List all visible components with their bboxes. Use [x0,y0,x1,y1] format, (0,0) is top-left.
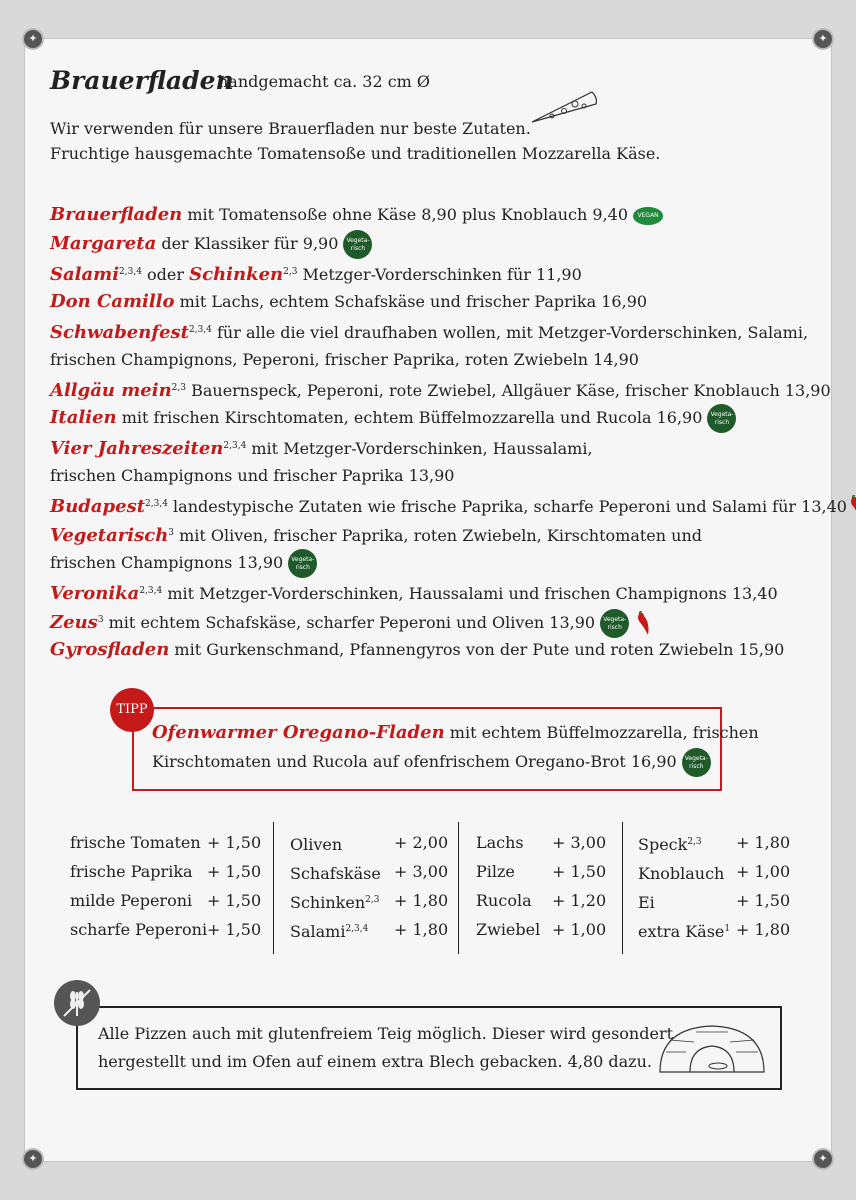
intro-line: Wir verwenden für unsere Brauerfladen nur beste Zutaten. [50,119,531,138]
allergen-note: 3 [168,528,175,538]
column-divider [458,822,459,954]
extra-item: Rucola [476,891,532,910]
menu-item-budapest [50,490,847,519]
extras-row [70,915,260,944]
allergen-note: 2,3,4 [119,267,142,277]
oven-icon [656,1022,768,1074]
pizza-name: Zeus [50,612,98,633]
pizza-name: Don Camillo [50,291,175,312]
menu-item-salami [50,258,830,287]
menu-item-gyrosfladen [50,635,830,664]
pizza-desc: mit Tomatensoße ohne Käse 8,90 plus Knoblauch 9,40 [182,205,634,224]
pizza-desc: oder [141,265,190,284]
vegetarian-badge [600,609,629,638]
extra-item: Knoblauch [638,864,725,883]
pizza-list [50,200,847,664]
vegetarian-badge [707,404,736,433]
badge-text: Vegeta- [710,411,734,418]
menu-item-continuation [50,461,830,490]
column-divider [273,822,274,954]
extras-row [290,915,450,944]
tipp-desc: Kirschtomaten und Rucola auf ofenfrischem Oregano-Brot 16,90 [152,752,682,771]
extras-row [638,828,791,857]
extras-row [290,857,450,886]
menu-item-vegetarisch [50,519,830,548]
pizza-desc: mit Metzger-Vorderschinken, Haussalami und frischen Champignons 13,40 [162,584,778,603]
badge-text: Vegeta- [346,237,370,244]
pizza-desc: Bauernspeck, Peperoni, rote Zwiebel, Allgäuer Käse, frischer Knoblauch 13,90 [186,381,831,400]
pizza-name: Veronika [50,583,140,604]
badge-text: Vegeta- [684,755,708,762]
extra-item: Zwiebel [476,920,541,939]
pizza-desc: mit frischen Kirschtomaten, echtem Büffelmozzarella und Rucola 16,90 [116,408,708,427]
pizza-desc: mit Metzger-Vorderschinken, Haussalami, [246,439,593,458]
extra-item: Speck [638,835,688,854]
pizza-name: Margareta [50,233,157,254]
extra-item: Schinken [290,893,366,912]
pizza-desc: frischen Champignons 13,90 [50,553,289,572]
menu-item-schwabenfest [50,316,830,345]
extra-item: Pilze [476,862,515,881]
pizza-desc: der Klassiker für 9,90 [156,234,344,253]
extra-price: + 1,00 [736,862,791,881]
extra-price: + 1,50 [207,862,262,881]
vegetarian-badge [343,230,372,259]
menu-item-brauerfladen [50,200,830,229]
allergen-note: 2,3,4 [188,325,212,335]
vegan-badge: VEGAN [633,207,663,225]
extras-row [638,857,791,886]
allergen-note: 1 [724,924,731,934]
column-divider [622,822,623,954]
chili-icon [847,495,856,521]
page-subtitle: handgemacht ca. 32 cm Ø [218,72,431,91]
tipp-badge: TIPP [110,688,154,732]
screw-icon: ✦ [814,30,832,48]
screw-icon: ✦ [814,1150,832,1168]
menu-item-margareta [50,229,830,258]
pizza-name: Brauerfladen [50,204,183,225]
glutenfree-line: hergestellt und im Ofen auf einem extra Blech gebacken. 4,80 dazu. [98,1052,652,1071]
extra-price: + 1,50 [207,920,262,939]
extras-row [476,828,606,857]
extra-item: milde Peperoni [70,891,193,910]
vegetarian-badge [288,549,317,578]
badge-text: Vegeta- [291,556,315,563]
pizza-name: Schwabenfest [50,322,189,343]
extras-column-1 [70,828,260,944]
extra-item: extra Käse [638,922,725,941]
badge-text: Vegeta- [603,616,627,623]
extra-item: Schafskäse [290,864,381,883]
extra-item: Lachs [476,833,524,852]
intro-line: Fruchtige hausgemachte Tomatensoße und traditionellen Mozzarella Käse. [50,144,661,163]
page-title: Brauerfladen [50,66,234,95]
extras-row [70,886,260,915]
extra-price: + 1,00 [552,920,607,939]
extra-price: + 3,00 [552,833,607,852]
extra-price: + 2,00 [394,833,449,852]
badge-text: risch [689,763,704,770]
extra-price: + 1,20 [552,891,607,910]
badge-text: risch [350,245,366,252]
extra-price: + 1,80 [394,891,449,910]
menu-item-continuation [50,548,830,577]
extra-item: frische Tomaten [70,833,201,852]
menu-item-italien [50,403,830,432]
extras-column-3 [476,828,606,944]
extras-row [638,915,791,944]
extra-price: + 1,80 [736,833,791,852]
pizza-name: Vier Jahreszeiten [50,438,224,459]
menu-item-don-camillo [50,287,830,316]
extras-row [70,857,260,886]
allergen-note: 2,3,4 [139,586,163,596]
pizza-desc: mit Gurkenschmand, Pfannengyros von der Pute und roten Zwiebeln 15,90 [169,640,785,659]
glutenfree-line: Alle Pizzen auch mit glutenfreiem Teig möglich. Dieser wird gesondert [98,1024,674,1043]
pizza-desc: für alle die viel draufhaben wollen, mit Metzger-Vorderschinken, Salami, [211,323,809,342]
pizza-desc: mit echtem Schafskäse, scharfer Peperoni und Oliven 13,90 [103,613,601,632]
allergen-note: 2,3,4 [345,924,369,934]
vegetarian-badge [682,748,711,777]
badge-text: risch [607,624,622,631]
extras-row [476,857,606,886]
menu-item-allgaeu [50,374,830,403]
extra-price: + 1,50 [207,891,262,910]
extra-price: + 1,50 [736,891,791,910]
badge-text: risch [295,564,310,571]
extra-price: + 3,00 [394,862,449,881]
tipp-desc: mit echtem Büffelmozzarella, frischen [444,723,759,742]
menu-item-veronika [50,577,830,606]
pizza-desc: mit Lachs, echtem Schafskäse und frischer Paprika 16,90 [174,292,648,311]
allergen-note: 2,3,4 [223,441,247,451]
menu-item-vier-jahreszeiten [50,432,830,461]
allergen-note: 2,3 [365,895,380,905]
wheat-icon [54,980,100,1026]
pizza-desc: frischen Champignons, Peperoni, frischer Paprika, roten Zwiebeln 14,90 [50,350,639,369]
pizza-desc: frischen Champignons und frischer Paprika 13,90 [50,466,455,485]
extras-row [290,828,450,857]
pizza-name: Budapest [50,496,146,517]
extras-row [70,828,260,857]
allergen-note: 3 [97,615,104,625]
extras-row [476,886,606,915]
extra-item: Salami [290,922,346,941]
pizza-name: Salami [50,264,120,285]
pizza-name: Gyrosfladen [50,639,170,660]
screw-icon: ✦ [24,30,42,48]
screw-icon: ✦ [24,1150,42,1168]
extra-item: Oliven [290,835,343,854]
extras-row [290,886,450,915]
extras-column-2 [290,828,450,944]
pizza-desc: Metzger-Vorderschinken für 11,90 [297,265,582,284]
pizza-name: Vegetarisch [50,525,169,546]
tipp-name: Ofenwarmer Oregano-Fladen [152,722,445,743]
pizza-name: Schinken [189,264,284,285]
allergen-note: 2,3 [171,383,186,393]
badge-text: risch [714,419,730,426]
allergen-note: 2,3 [687,837,702,847]
tipp-text [152,718,759,777]
extra-price: + 1,80 [394,920,449,939]
extras-row [638,886,791,915]
extra-item: Ei [638,893,655,912]
pizza-name: Italien [50,407,117,428]
menu-item-continuation [50,345,830,374]
allergen-note: 2,3 [283,267,298,277]
chili-icon [634,611,652,637]
pizza-name: Allgäu mein [50,380,172,401]
extras-column-4 [638,828,791,944]
extra-item: scharfe Peperoni [70,920,208,939]
extras-row [476,915,606,944]
allergen-note: 2,3,4 [145,499,168,509]
extra-item: frische Paprika [70,862,193,881]
extra-price: + 1,50 [552,862,607,881]
menu-item-zeus [50,606,830,635]
pizza-desc: mit Oliven, frischer Paprika, roten Zwiebeln, Kirschtomaten und [174,526,703,545]
extra-price: + 1,80 [736,920,791,939]
glutenfree-text [98,1020,673,1076]
pizza-desc: landestypische Zutaten wie frische Paprika, scharfe Peperoni und Salami für 13,40 [167,497,847,516]
intro-text [50,116,660,166]
extra-price: + 1,50 [207,833,262,852]
